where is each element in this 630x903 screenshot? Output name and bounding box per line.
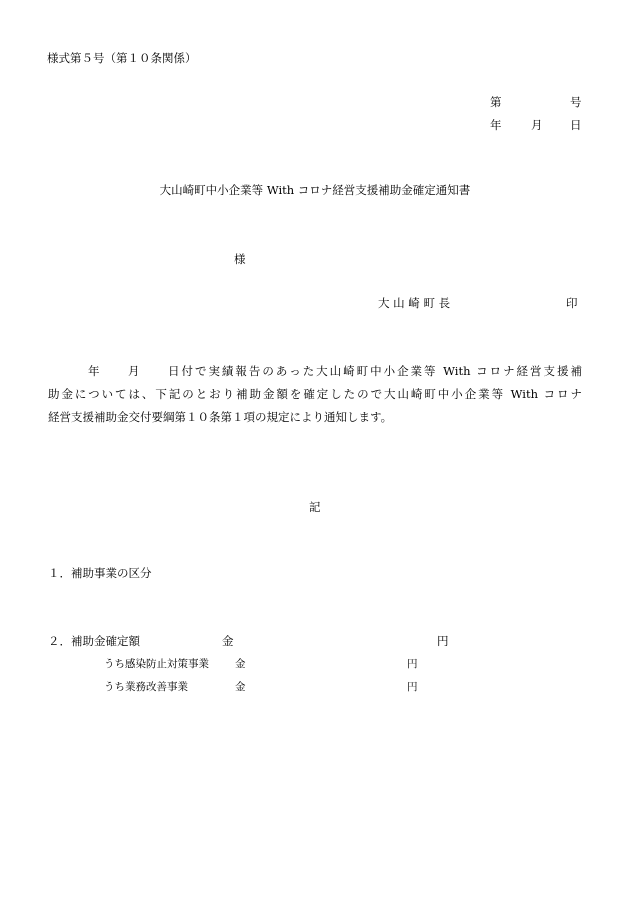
sub-item-kin: 金 xyxy=(235,658,246,670)
issuer-seal: 印 xyxy=(566,296,578,310)
date-month: 月 xyxy=(531,118,543,132)
sub-item-yen: 円 xyxy=(407,658,418,670)
sub-item-kin: 金 xyxy=(235,681,246,693)
body-line-2: 助金については、下記のとおり補助金額を確定したので大山崎町中小企業等 With コロナ xyxy=(48,387,582,401)
document-title: 大山崎町中小企業等 With コロナ経営支援補助金確定通知書 xyxy=(159,183,471,197)
date-day: 日 xyxy=(570,118,582,132)
issuer-name: 大 山 崎 町 長 xyxy=(378,296,451,310)
sub-item-label: うち感染防止対策事業 xyxy=(104,658,209,670)
body-line-3: 経営支援補助金交付要綱第１０条第１項の規定により通知します。 xyxy=(48,410,393,424)
item2-label: ２．補助金確定額 xyxy=(48,634,140,648)
sub-item-label: うち業務改善事業 xyxy=(104,681,188,693)
item2-yen: 円 xyxy=(437,634,449,648)
item1-label: １．補助事業の区分 xyxy=(48,566,152,580)
item2-kin: 金 xyxy=(222,634,234,648)
doc-number-suffix: 号 xyxy=(570,95,582,109)
body-line-1: 日付で実績報告のあった大山崎町中小企業等 With コロナ経営支援補 xyxy=(168,364,582,378)
addressee-suffix: 様 xyxy=(234,252,246,266)
sub-item-yen: 円 xyxy=(407,681,418,693)
body-date-month: 月 xyxy=(128,364,140,378)
form-number: 様式第５号（第１０条関係） xyxy=(47,51,197,65)
ki-heading: 記 xyxy=(309,500,321,514)
body-date-year: 年 xyxy=(88,364,100,378)
date-year: 年 xyxy=(490,118,502,132)
doc-number-prefix: 第 xyxy=(490,95,502,109)
